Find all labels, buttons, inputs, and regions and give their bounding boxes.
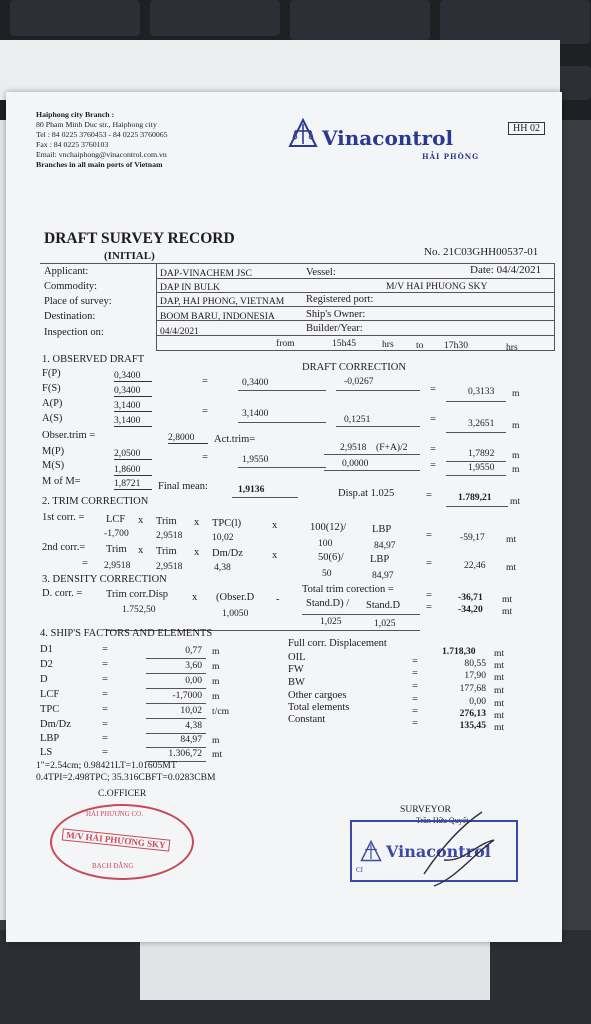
full-disp-value: 1.718,30 (442, 646, 476, 657)
place-value: DAP, HAI PHONG, VIETNAM (160, 296, 285, 307)
from-label: from (276, 338, 295, 349)
to-time: 17h30 (444, 340, 468, 351)
underline (146, 673, 206, 674)
scales-icon (360, 840, 382, 862)
standard-density-value: 1,025 (320, 616, 342, 627)
equals-sign: = (102, 719, 108, 730)
lbp-label: LBP (370, 554, 390, 565)
factor-label: Dm/Dz (40, 719, 71, 730)
registered-port-label: Registered port: (306, 294, 374, 305)
factor-value: 10,02 (180, 705, 202, 716)
mp-label: M(P) (42, 446, 65, 457)
element-value: 17,90 (464, 670, 486, 681)
element-unit: mt (494, 660, 505, 671)
total-trim-corr-label: Total trim corection = (302, 584, 394, 595)
section4-title: 4. SHIP'S FACTORS AND ELEMENTS (40, 628, 213, 639)
element-value: 0,00 (469, 696, 486, 707)
element-label: OIL (288, 652, 306, 663)
element-value: 276,13 (459, 708, 486, 719)
a-result: 3,2651 (468, 418, 495, 429)
applicant-label: Applicant: (44, 266, 89, 277)
observed-density-label: (Obser.D (216, 592, 255, 603)
background-sheet (0, 40, 560, 100)
surveyor-signature (404, 804, 514, 894)
element-unit: mt (494, 698, 505, 709)
section3-title: 3. DENSITY CORRECTION (42, 574, 167, 585)
trim2-value: 2,9518 (104, 560, 131, 571)
equals-sign: = (102, 644, 108, 655)
surveyor-name: Trần Hữu Quyết (416, 816, 469, 825)
keyboard-key (440, 0, 590, 44)
element-unit: mt (494, 722, 505, 733)
as-label: A(S) (42, 413, 63, 424)
element-value: 80,55 (464, 658, 486, 669)
factor-unit: m (212, 735, 220, 746)
unit-mt: mt (494, 648, 505, 659)
keyboard-key (150, 0, 280, 36)
factor-value: 1.306,72 (168, 748, 202, 759)
factor-label: D (40, 674, 48, 685)
lcf-label: LCF (106, 514, 126, 525)
factor-value: 0,00 (185, 675, 202, 686)
factor-100: 100(12)/ (310, 522, 347, 533)
unit-m: m (512, 464, 520, 475)
record-number: No. 21C03GHH00537-01 (424, 246, 539, 258)
unit-m: m (512, 388, 520, 399)
branch-address: 80 Pham Minh Duc str., Haiphong city (36, 120, 157, 129)
observed-density-value: 1,0050 (222, 608, 249, 619)
tpc-value: 10,02 (212, 532, 234, 543)
background-sheet (140, 935, 490, 1000)
equals-sign: = (102, 747, 108, 758)
surveyor-label: SURVEYOR (400, 804, 451, 815)
times-sign: x (194, 547, 200, 558)
element-label: Total elements (288, 702, 350, 713)
stamp-text: M/V HẢI PHƯƠNG SKY (62, 828, 170, 851)
final-mean-label: Final mean: (158, 481, 208, 492)
section2-title: 2. TRIM CORRECTION (42, 496, 149, 507)
applicant-value: DAP-VINACHEM JSC (160, 268, 252, 279)
inspection-date: 04/4/2021 (160, 326, 199, 337)
destination-label: Destination: (44, 311, 96, 322)
to-label: to (416, 340, 424, 351)
branch-note: Branches in all main ports of Vietnam (36, 160, 163, 169)
equals-sign: = (412, 694, 418, 705)
underline (146, 658, 206, 659)
commodity-label: Commodity: (44, 281, 98, 292)
unit-mt: mt (506, 562, 517, 573)
factor-value: 0,77 (185, 645, 202, 656)
factor-label: LCF (40, 689, 60, 700)
lbp-label: LBP (372, 524, 392, 535)
value-100: 100 (318, 538, 333, 549)
unit-mt: mt (502, 606, 513, 617)
lbp-value: 84,97 (372, 570, 394, 581)
unit-mt: mt (510, 496, 521, 507)
scales-icon (288, 118, 318, 148)
stamp-text: CI (356, 866, 363, 874)
f-mean: 0,3400 (242, 377, 269, 388)
dmdz-value: 4,38 (214, 562, 231, 573)
standard-density-value: 1,025 (374, 618, 396, 629)
factor-unit: m (212, 661, 220, 672)
observed-trim-label: Obser.trim = (42, 430, 96, 441)
vinacontrol-logo (288, 118, 318, 153)
factor-unit: mt (212, 749, 223, 760)
equals-sign: = (412, 656, 418, 667)
underline (146, 718, 206, 719)
first-corr-result: -59,17 (460, 532, 485, 543)
f-correction: -0,0267 (344, 376, 374, 387)
trim-label: Trim (156, 516, 177, 527)
builder-year-label: Builder/Year: (306, 323, 363, 334)
equals-sign: = (102, 704, 108, 715)
actual-trim-value: 2,9518 (340, 442, 367, 453)
factor-unit: t/cm (212, 706, 230, 717)
equals-sign: = (102, 689, 108, 700)
standard-density-label: Stand.D (366, 600, 401, 611)
second-corr-label: 2nd corr.= (42, 542, 86, 553)
chief-officer-label: C.OFFICER (98, 788, 147, 799)
lbp-value: 84,97 (374, 540, 396, 551)
element-value: 135,45 (459, 720, 486, 731)
inspection-label: Inspection on: (44, 327, 104, 338)
fp-value: 0,3400 (114, 370, 152, 382)
draft-correction-title: DRAFT CORRECTION (302, 362, 406, 373)
ship-stamp (50, 804, 194, 880)
branch-email: Email: vnchaiphong@vinacontrol.com.vn (36, 150, 167, 159)
trim3-value: 2,9518 (156, 561, 183, 572)
m-result: 1,9550 (468, 462, 495, 473)
dmdz-label: Dm/Dz (212, 548, 243, 559)
from-time: 15h45 (332, 338, 356, 349)
times-sign: x (194, 517, 200, 528)
disp-value: 1.789,21 (458, 492, 492, 503)
mom-label: M of M= (42, 476, 81, 487)
equals-sign: = (102, 674, 108, 685)
trim-label: Trim (156, 546, 177, 557)
trim-value: 2,9518 (156, 530, 183, 541)
keyboard-key (290, 0, 430, 40)
equals-sign: = (102, 733, 108, 744)
trim-corr-disp-value: 1.752,50 (122, 604, 156, 615)
ap-value: 3,1400 (114, 400, 152, 412)
times-sign: x (138, 545, 144, 556)
element-value: 177,68 (459, 683, 486, 694)
draft-survey-document: Haiphong city Branch : 80 Pham Minh Duc str., Haiphong city Tel : 84 0225 3760453 - 84 0225 3760065 Fax : 84 0225 3760103 Email: vnchaiphong@vinacontrol.com.vn Branches in all main ports of Vietnam Vinacontrol HẢI PHÒNG HH 02 DRAFT SURVEY RECORD (INITIAL) No. 21C03GHH00537-01 Date: 04/4/2021 Applicant: DAP-VINACHEM JSC Vessel: M/V HAI PHUONG SKY Commodity: DAP IN BULK Registered port: Place of survey: DAP, HAI PHONG, VIETNAM Ship's Owner: Destination: BOOM BARU, INDONESIA Builder/Year: Inspection on: 04/4/2021 from 15h45 hrs to 17h30 hrs 1. OBSERVED DRAFT DRAFT CORRECTION F(P) 0,3400 F(S) 0,3400 = 0,3400 -0,0267 = 0,3133 m A(P) 3,1400 A(S) 3,1400 = 3,1400 0,1251 = 3,2651 m Obser.trim = 2,8000 Act.trim= 2,9518 (F+A)/2 = 1,7892 m M(P) 2,0500 = 1,9550 0,0000 = 1,9550 m M(S) 1,8600 M of M= 1,8721 Final mean: 1,9136 Disp.at 1.025 = 1.789,21 mt 2. TRIM CORRECTION 1st corr. = LCF x Trim x TPC(l) x -1,700 2,9518 10,02 100(12)/ LBP 100 84,97 = -59,17 mt 2nd corr.= Trim x Trim x Dm/Dz x = 2,9518 2,9518 4,38 50(6)/ LBP 50 84,97 = 22,46 mt 3. DENSITY CORRECTION D. corr. = Trim corr.Disp x (Obser.D - 1.752,50 1,0050 Total trim corection = = -36,71 mt Stand.D) / Stand.D = -34,20 mt 1,025 1,025 4. SHIP'S FACTORS AND ELEMENTS D1 = 0,77 m D2 = 3,60 m D = 0,00 m LCF = -1,7000 m TPC = 10,02 t/cm Dm/Dz = 4,38 LBP = 84,97 m LS = 1.306,72 mt Full corr. Displacement 1.718,30 mt OIL = 80,55 mt FW = 17,90 mt BW = 177,68 mt Other cargoes = 0,00 mt Total elements = 276,13 mt Constant = 135,45 mt 1"=2.54cm; 0.98421LT=1.01605MT 0.4TPI=2.498TPC; 35.316CBFT=0.0283CBM C.OFFICER SURVEYOR Trần Hữu Quyết HẢI PHƯƠNG CO. M/V HẢI PHƯƠNG SKY BẠCH ĐẰNG Vinacontrol CI (6, 92, 562, 942)
trim-label: Trim (106, 544, 127, 555)
f-result: 0,3133 (468, 386, 495, 397)
factor-unit: m (212, 676, 220, 687)
equals-sign: = (412, 706, 418, 717)
section1-title: 1. OBSERVED DRAFT (42, 354, 145, 365)
m-mean: 1,9550 (242, 454, 269, 465)
times-sign: x (272, 550, 278, 561)
fa2-value: 1,7892 (468, 448, 495, 459)
logo-text: Vinacontrol (322, 126, 454, 150)
hrs-label: hrs (506, 342, 518, 353)
fp-label: F(P) (42, 368, 61, 379)
as-value: 3,1400 (114, 415, 152, 427)
actual-trim-label: Act.trim= (214, 434, 256, 445)
minus-sign: - (276, 594, 280, 605)
equals-sign: = (102, 659, 108, 670)
unit-m: m (512, 420, 520, 431)
factor-unit: m (212, 691, 220, 702)
keyboard-key (10, 0, 140, 36)
factor-unit: m (212, 646, 220, 657)
times-sign: x (192, 592, 198, 603)
logo-subtext: HẢI PHÒNG (422, 152, 480, 161)
element-unit: mt (494, 685, 505, 696)
ap-label: A(P) (42, 398, 63, 409)
vessel-value: M/V HAI PHUONG SKY (386, 281, 488, 292)
times-sign: x (272, 520, 278, 531)
value-50: 50 (322, 568, 332, 579)
factor-value: 3,60 (185, 660, 202, 671)
total-trim-corr-value: -36,71 (458, 592, 483, 603)
element-label: BW (288, 677, 305, 688)
equals-sign: = (412, 681, 418, 692)
stamp-logo-text: Vinacontrol (386, 842, 491, 861)
factor-label: LS (40, 747, 53, 758)
ships-owner-label: Ship's Owner: (306, 309, 366, 320)
branch-name: Haiphong city Branch : (36, 110, 115, 119)
lcf-value: -1,700 (104, 528, 129, 539)
document-title: DRAFT SURVEY RECORD (44, 230, 235, 247)
unit-m: m (512, 450, 520, 461)
element-label: FW (288, 664, 304, 675)
fs-value: 0,3400 (114, 385, 152, 397)
fa2-label: (F+A)/2 (376, 442, 408, 453)
tpc-label: TPC(l) (212, 518, 242, 529)
underline (146, 703, 206, 704)
second-corr-result: 22,46 (464, 560, 486, 571)
factor-label: D1 (40, 644, 53, 655)
density-corr-label: D. corr. = (42, 588, 83, 599)
ms-value: 1,8600 (114, 464, 152, 476)
first-corr-label: 1st corr. = (42, 512, 85, 523)
unit-mt: mt (502, 594, 513, 605)
a-mean: 3,1400 (242, 408, 269, 419)
factor-value: 4,38 (185, 720, 202, 731)
factor-label: D2 (40, 659, 53, 670)
unit-mt: mt (506, 534, 517, 545)
commodity-value: DAP IN BULK (160, 282, 220, 293)
element-unit: mt (494, 710, 505, 721)
vessel-label: Vessel: (306, 267, 336, 278)
standard-density-label: Stand.D) / (306, 598, 350, 609)
m-correction: 0,0000 (342, 458, 369, 469)
place-label: Place of survey: (44, 296, 112, 307)
element-label: Constant (288, 714, 326, 725)
document-subtitle: (INITIAL) (104, 250, 155, 262)
fs-label: F(S) (42, 383, 61, 394)
ms-label: M(S) (42, 460, 65, 471)
stamp-text: HẢI PHƯƠNG CO. (86, 810, 143, 818)
underline (146, 688, 206, 689)
final-mean-value: 1,9136 (238, 484, 265, 495)
factor-label: TPC (40, 704, 60, 715)
record-date: Date: 04/4/2021 (470, 264, 542, 276)
mom-value: 1,8721 (114, 478, 152, 490)
stamp-text: BẠCH ĐẰNG (92, 862, 134, 870)
equals-sign: = (412, 668, 418, 679)
destination-value: BOOM BARU, INDONESIA (160, 311, 275, 322)
observed-trim-value: 2,8000 (168, 432, 208, 444)
mp-value: 2,0500 (114, 448, 152, 460)
conversion-note-1: 1"=2.54cm; 0.98421LT=1.01605MT (36, 760, 177, 771)
a-correction: 0,1251 (344, 414, 371, 425)
full-disp-label: Full corr. Displacement (288, 638, 387, 649)
conversion-note-2: 0.4TPI=2.498TPC; 35.316CBFT=0.0283CBM (36, 772, 216, 783)
factor-value: -1,7000 (172, 690, 202, 701)
element-label: Other cargoes (288, 690, 347, 701)
density-corr-result: -34,20 (458, 604, 483, 615)
factor-label: LBP (40, 733, 60, 744)
times-sign: x (138, 515, 144, 526)
disp-label: Disp.at 1.025 (338, 488, 395, 499)
factor-value: 84,97 (180, 734, 202, 745)
branch-fax: Fax : 84 0225 3760103 (36, 140, 109, 149)
branch-tel: Tel : 84 0225 3760453 - 84 0225 3760065 (36, 130, 168, 139)
equals-sign: = (412, 718, 418, 729)
form-code-box: HH 02 (508, 122, 545, 135)
element-unit: mt (494, 672, 505, 683)
factor-50: 50(6)/ (318, 552, 344, 563)
hrs-label: hrs (382, 339, 394, 350)
trim-corr-disp-label: Trim corr.Disp (106, 589, 169, 600)
